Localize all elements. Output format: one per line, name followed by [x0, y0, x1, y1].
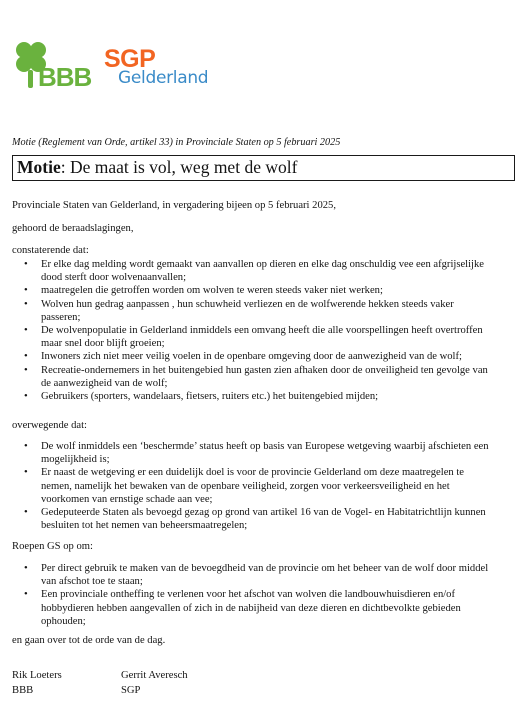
- weighing-list: [24, 440, 494, 532]
- list-item: • Inwoners zich niet meer veilig voelen in de openbare omgeving door de aanwezigheid van de wolf;: [24, 351, 462, 363]
- bbb-wordmark: BBB: [38, 62, 92, 92]
- considering-label: constaterende dat:: [12, 245, 89, 256]
- signature-2: [121, 668, 188, 698]
- considering-list: [24, 258, 494, 403]
- signer-name: Rik Loeters: [12, 670, 62, 681]
- list-item: • Een provinciale ontheffing te verlenen voor het afschot van wolven die landbouwhuisdieren en/of hobbydieren hebben aangevallen of zich in de nabijheid van deze dieren en dichtbevolkte gebieden ophouden;: [24, 589, 461, 627]
- motion-title-text: : De maat is vol, weg met de wolf: [60, 157, 298, 177]
- list-item: • Gedeputeerde Staten als bevoegd gezag op grond van artikel 16 van de Vogel- en Habitatrichtlijn kunnen besluiten tot het nemen van beheersmaatregelen;: [24, 507, 486, 532]
- motion-title-bold: Motie: [17, 157, 61, 177]
- weighing-label: overwegende dat:: [12, 420, 88, 431]
- sgp-wordmark: SGP: [104, 45, 156, 73]
- list-item: • Wolven hun gedrag aanpassen , hun schuwheid verliezen en de wolfwerende hekken steeds vaker passeren;: [24, 298, 454, 323]
- signer-party: SGP: [121, 685, 141, 696]
- list-item: • De wolvenpopulatie in Gelderland inmiddels een omvang heeft die alle voorspellingen heeft overtroffen maar snel door blijft groeien;: [24, 325, 483, 350]
- intro-line: Provinciale Staten van Gelderland, in vergadering bijeen op 5 februari 2025,: [12, 200, 336, 211]
- list-item: • De wolf inmiddels een ‘beschermde’ status heeft op basis van Europese wetgeving waarbij afschieten een mogelijkheid is;: [24, 441, 489, 466]
- heard-line: gehoord de beraadslagingen,: [12, 223, 134, 234]
- list-item: • maatregelen die getroffen worden om wolven te weren steeds vaker niet werken;: [24, 285, 383, 297]
- signer-name: Gerrit Averesch: [121, 670, 188, 681]
- bbb-logo: [12, 40, 100, 92]
- call-label: Roepen GS op om:: [12, 541, 93, 552]
- closing-line: en gaan over tot de orde van de dag.: [12, 635, 166, 646]
- list-item: • Er naast de wetgeving er een duidelijk doel is voor de provincie Gelderland om deze maatregelen te nemen, namelijk het bewaken van de openbare veiligheid, zorgen voor verkeersveiligheid en het voorkomen van ernstige schade aan vee;: [24, 467, 464, 505]
- motion-reference: Motie (Reglement van Orde, artikel 33) in Provinciale Staten op 5 februari 2025: [12, 137, 341, 148]
- motion-title: [12, 155, 515, 181]
- signature-1: [12, 668, 62, 698]
- call-list: [24, 562, 494, 628]
- sgp-logo: [104, 46, 214, 94]
- signer-party: BBB: [12, 685, 34, 696]
- list-item: • Per direct gebruik te maken van de bevoegdheid van de provincie om het beheer van de wolf door middel van afschot toe te staan;: [24, 563, 489, 588]
- list-item: • Recreatie-ondernemers in het buitengebied hun gasten zien afhaken door de onveiligheid ten gevolge van de aanwezigheid van de wolf;: [24, 364, 488, 389]
- list-item: • Er elke dag melding wordt gemaakt van aanvallen op dieren en elke dag onschuldig vee een afgrijselijke dood sterft door wolvenaanvallen;: [24, 259, 485, 284]
- list-item: • Gebruikers (sporters, wandelaars, fietsers, ruiters etc.) het buitengebied mijden;: [24, 391, 379, 403]
- sgp-gelderland-wordmark: Gelderland: [118, 68, 209, 88]
